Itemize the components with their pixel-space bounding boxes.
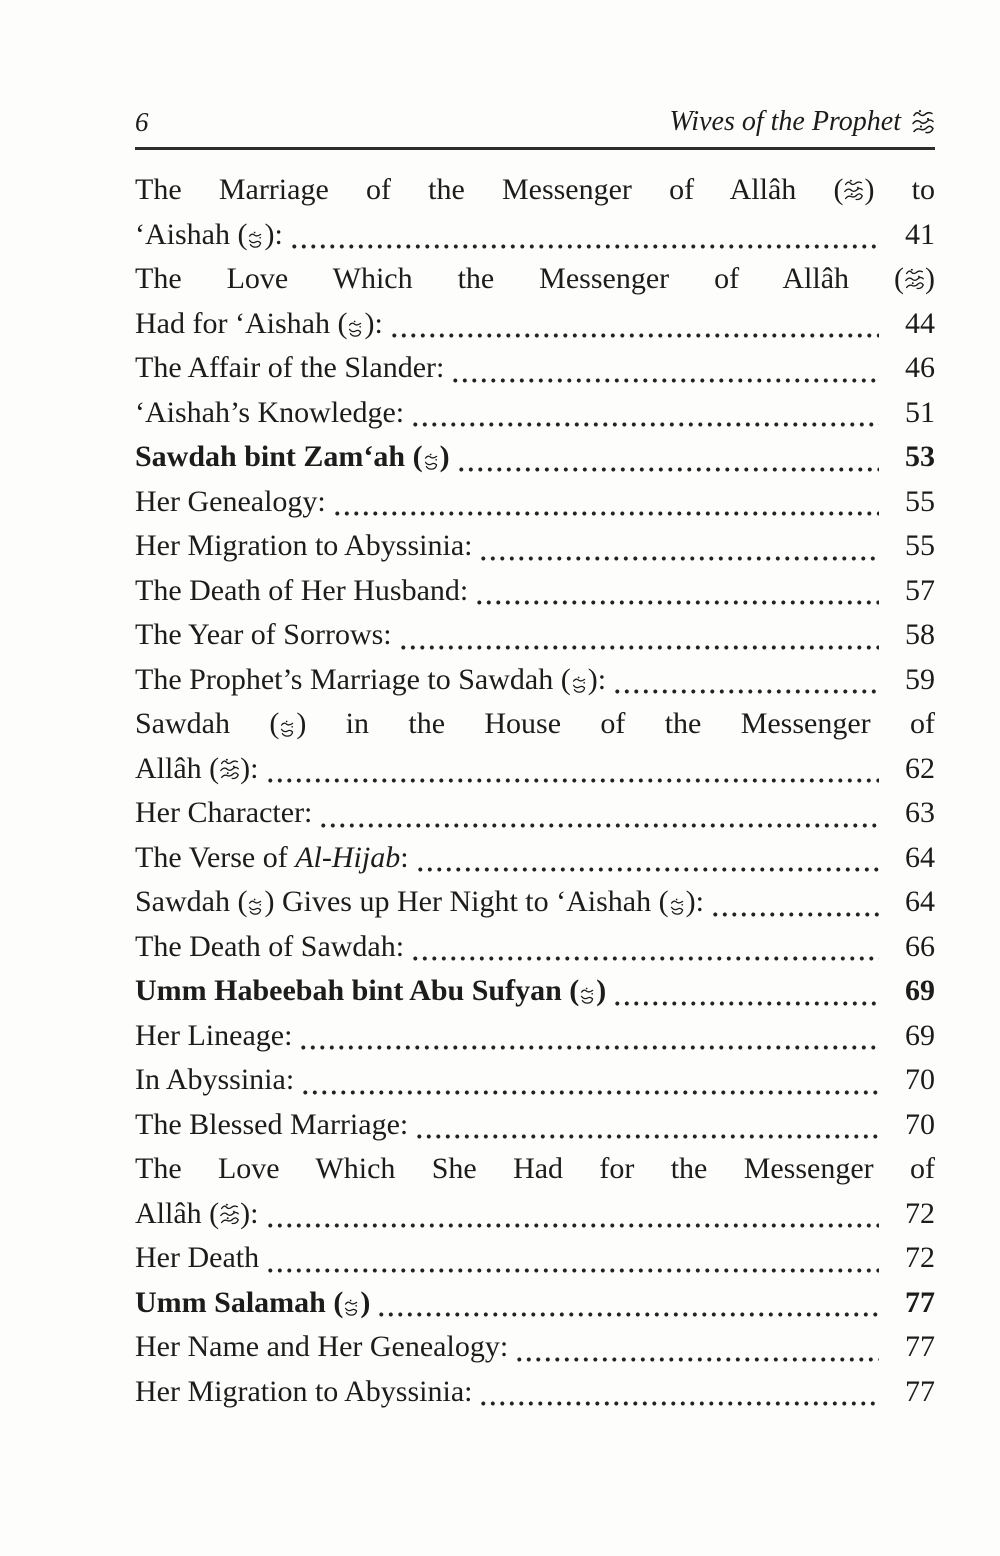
toc-entry bbox=[135, 1103, 935, 1148]
toc-entry-last-line bbox=[135, 1058, 935, 1103]
toc-entry bbox=[135, 969, 935, 1014]
dot-leader bbox=[321, 823, 879, 828]
dot-leader bbox=[417, 1134, 879, 1139]
dot-leader bbox=[517, 1357, 879, 1362]
toc-entry bbox=[135, 1147, 935, 1236]
toc-entry-last-line bbox=[135, 346, 935, 391]
toc-page-number: 55 bbox=[905, 484, 935, 518]
toc-entry-line: The Marriage of the Messenger of Allâh ( ) to bbox=[135, 173, 935, 206]
toc-page-number: 70 bbox=[905, 1107, 935, 1141]
toc-entry-last-line bbox=[135, 213, 935, 258]
page-header bbox=[135, 0, 935, 140]
dot-leader bbox=[301, 1045, 879, 1050]
toc-entry bbox=[135, 435, 935, 480]
dot-leader bbox=[615, 1001, 879, 1006]
ra-symbol: ( ) bbox=[337, 306, 375, 340]
dot-leader bbox=[459, 467, 879, 472]
toc-entry-line: Sawdah ( ) in the House of the Messenger of bbox=[135, 707, 935, 740]
toc-entry-title: The Affair of the Slander: bbox=[135, 351, 445, 384]
toc-entry bbox=[135, 257, 935, 346]
ra-symbol: ( ) bbox=[569, 974, 607, 1007]
toc-entry-title: The Death of Her Husband: bbox=[135, 573, 469, 607]
dot-leader bbox=[292, 244, 879, 249]
toc-entry-last-line bbox=[135, 435, 935, 480]
toc-page-number: 46 bbox=[905, 351, 935, 384]
pbuh-symbol: ( ) bbox=[894, 262, 935, 295]
toc-entry-last-line bbox=[135, 880, 935, 925]
toc-entry-title: Her Lineage: bbox=[135, 1018, 293, 1052]
toc-entry-title: Her Death bbox=[135, 1241, 260, 1274]
dot-leader bbox=[268, 778, 880, 783]
pbuh-symbol: ( ) bbox=[833, 173, 875, 206]
toc-entry-title: In Abyssinia: bbox=[135, 1063, 295, 1096]
toc-entry-last-line bbox=[135, 302, 935, 347]
dot-leader bbox=[392, 333, 879, 338]
toc-page-number: 58 bbox=[905, 618, 935, 651]
toc-entry-last-line bbox=[135, 1281, 935, 1326]
toc-page-number: 69 bbox=[905, 1018, 935, 1052]
toc-page-number: 72 bbox=[905, 1196, 935, 1230]
dot-leader bbox=[268, 1223, 880, 1228]
toc-entry bbox=[135, 880, 935, 925]
toc-entry-title: The Death of Sawdah: bbox=[135, 929, 405, 963]
toc-page-number: 63 bbox=[905, 796, 935, 829]
toc-entry-title: Her Character: bbox=[135, 796, 313, 829]
toc-entry-title: The Blessed Marriage: bbox=[135, 1107, 409, 1141]
toc-page-number: 57 bbox=[905, 573, 935, 607]
page-content bbox=[135, 0, 935, 1414]
dot-leader bbox=[713, 912, 879, 917]
dot-leader bbox=[477, 600, 879, 605]
toc-page-number: 70 bbox=[905, 1063, 935, 1096]
ra-symbol: ( ) bbox=[237, 217, 275, 251]
toc-entry-last-line bbox=[135, 613, 935, 658]
toc-entry-last-line bbox=[135, 747, 935, 792]
toc-entry-last-line bbox=[135, 925, 935, 970]
toc-page-number: 77 bbox=[905, 1374, 935, 1408]
toc-entry-title: Sawdah bint Zam‘ah ( ) bbox=[135, 440, 450, 473]
toc-entry bbox=[135, 613, 935, 658]
toc-page-number: 53 bbox=[905, 440, 935, 473]
toc-entry bbox=[135, 524, 935, 569]
dot-leader bbox=[481, 1401, 879, 1406]
toc-entry-last-line bbox=[135, 969, 935, 1014]
toc-entry-title: ‘Aishah ( ): bbox=[135, 217, 283, 251]
toc-page-number: 41 bbox=[905, 217, 935, 251]
dot-leader bbox=[413, 422, 879, 427]
toc-entry-last-line bbox=[135, 1192, 935, 1237]
dot-leader bbox=[413, 956, 879, 961]
ra-symbol: ( ) bbox=[560, 662, 598, 696]
ra-symbol: ( ) bbox=[237, 885, 275, 918]
toc-entry-title: Had for ‘Aishah ( ): bbox=[135, 306, 383, 340]
toc-entry-title: Allâh ( ): bbox=[135, 751, 259, 785]
toc-entry bbox=[135, 346, 935, 391]
toc-entry-title: Her Migration to Abyssinia: bbox=[135, 1374, 473, 1408]
toc-page-number: 64 bbox=[905, 840, 935, 874]
toc-entry-title: The Year of Sorrows: bbox=[135, 618, 392, 651]
dot-leader bbox=[379, 1312, 879, 1317]
ra-symbol: ( ) bbox=[269, 707, 307, 740]
toc-entry-title: ‘Aishah’s Knowledge: bbox=[135, 395, 405, 429]
toc-entry bbox=[135, 1370, 935, 1415]
toc-entry-last-line bbox=[135, 1014, 935, 1059]
toc-entry-title: The Prophet’s Marriage to Sawdah ( ): bbox=[135, 662, 607, 696]
dot-leader bbox=[303, 1090, 879, 1095]
running-title-text: Wives of the Prophet bbox=[669, 106, 901, 137]
toc-entry-title: Sawdah ( ) Gives up Her Night to ‘Aishah ( ): bbox=[135, 885, 704, 918]
toc-entry-title: Umm Salamah ( ) bbox=[135, 1285, 371, 1319]
toc-entry-line: The Love Which the Messenger of Allâh ( ) bbox=[135, 262, 935, 295]
pbuh-symbol bbox=[911, 106, 935, 137]
toc-entry-title: Umm Habeebah bint Abu Sufyan ( ) bbox=[135, 974, 607, 1007]
toc-page-number: 64 bbox=[905, 885, 935, 918]
toc-page-number: 66 bbox=[905, 929, 935, 963]
toc-page-number: 72 bbox=[905, 1241, 935, 1274]
toc-entry bbox=[135, 391, 935, 436]
header-divider bbox=[135, 147, 935, 150]
toc-page-number: 77 bbox=[905, 1330, 935, 1363]
toc-entry-title: Her Name and Her Genealogy: bbox=[135, 1330, 509, 1363]
toc-entry bbox=[135, 1325, 935, 1370]
dot-leader bbox=[401, 645, 879, 650]
pbuh-symbol: ( ) bbox=[209, 1196, 251, 1230]
toc-page-number: 77 bbox=[905, 1285, 935, 1319]
italic-term: Al-Hijab bbox=[295, 840, 401, 874]
toc-entry-last-line bbox=[135, 524, 935, 569]
toc-page-number: 69 bbox=[905, 974, 935, 1007]
toc-entry bbox=[135, 702, 935, 791]
toc-entry bbox=[135, 658, 935, 703]
toc-entry-last-line bbox=[135, 836, 935, 881]
dot-leader bbox=[268, 1268, 879, 1273]
dot-leader bbox=[335, 511, 879, 516]
toc-entry-last-line bbox=[135, 1103, 935, 1148]
toc-entry-last-line bbox=[135, 1325, 935, 1370]
table-of-contents bbox=[135, 168, 935, 1414]
ra-symbol: ( ) bbox=[412, 440, 450, 473]
dot-leader bbox=[481, 556, 879, 561]
toc-entry-title: Allâh ( ): bbox=[135, 1196, 259, 1230]
dot-leader bbox=[418, 867, 879, 872]
toc-entry bbox=[135, 1014, 935, 1059]
dot-leader bbox=[615, 689, 879, 694]
toc-entry-last-line bbox=[135, 658, 935, 703]
toc-entry-last-line bbox=[135, 480, 935, 525]
toc-entry bbox=[135, 836, 935, 881]
toc-entry bbox=[135, 480, 935, 525]
toc-page-number: 55 bbox=[905, 529, 935, 562]
toc-entry bbox=[135, 168, 935, 257]
toc-page-number: 62 bbox=[905, 751, 935, 785]
toc-entry bbox=[135, 1281, 935, 1326]
toc-entry-last-line bbox=[135, 569, 935, 614]
toc-page-number: 51 bbox=[905, 395, 935, 429]
toc-entry bbox=[135, 791, 935, 836]
toc-entry-last-line bbox=[135, 1236, 935, 1281]
toc-entry-title: Her Genealogy: bbox=[135, 484, 326, 518]
toc-page-number: 44 bbox=[905, 306, 935, 340]
toc-entry-last-line bbox=[135, 791, 935, 836]
toc-entry-title: The Verse of Al-Hijab: bbox=[135, 840, 409, 874]
ra-symbol: ( ) bbox=[333, 1285, 371, 1319]
dot-leader bbox=[453, 378, 879, 383]
toc-entry bbox=[135, 925, 935, 970]
page-number: 6 bbox=[135, 107, 149, 137]
running-title bbox=[670, 104, 935, 140]
toc-entry-title: Her Migration to Abyssinia: bbox=[135, 529, 473, 562]
toc-entry-last-line bbox=[135, 1370, 935, 1415]
ra-symbol: ( ) bbox=[658, 885, 696, 918]
toc-entry bbox=[135, 569, 935, 614]
toc-entry-line: The Love Which She Had for the Messenger of bbox=[135, 1152, 935, 1185]
toc-page-number: 59 bbox=[905, 662, 935, 696]
toc-entry bbox=[135, 1236, 935, 1281]
toc-entry bbox=[135, 1058, 935, 1103]
toc-entry-last-line bbox=[135, 391, 935, 436]
pbuh-symbol: ( ) bbox=[209, 751, 251, 785]
